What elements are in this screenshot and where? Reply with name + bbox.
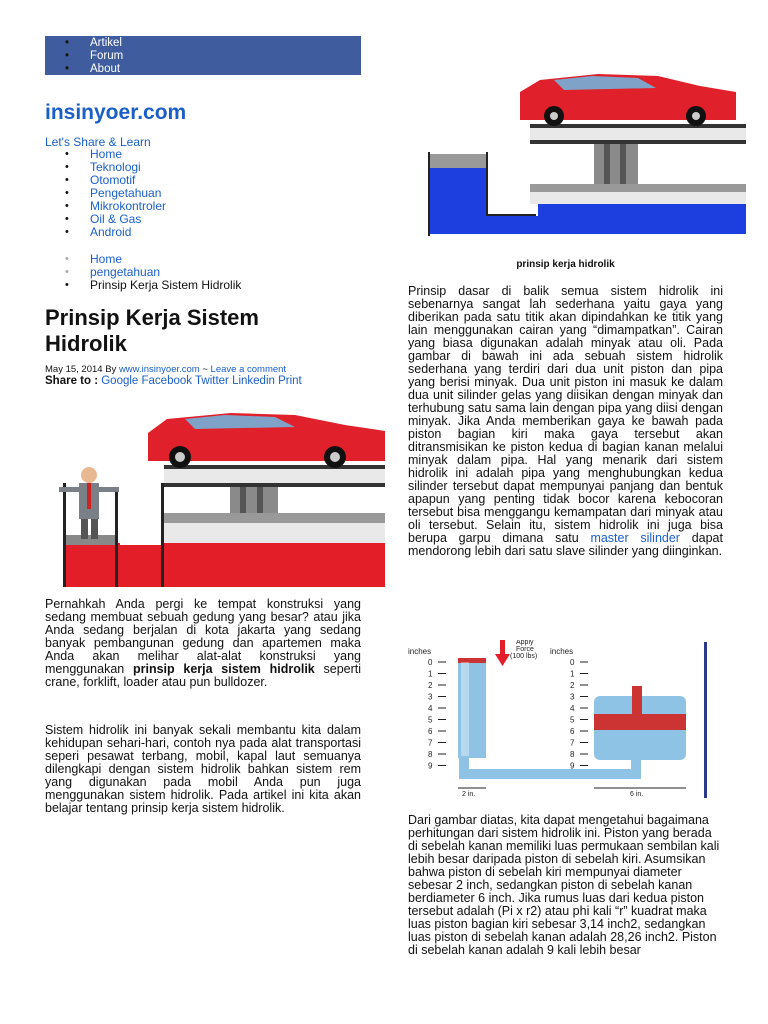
- author-link[interactable]: www.insinyoer.com: [118, 364, 200, 375]
- category-item-android[interactable]: • Android: [45, 226, 166, 239]
- scale-tick-label: 8: [570, 750, 575, 759]
- force-label-2: Force: [516, 646, 534, 653]
- category-item-oil-gas[interactable]: • Oil & Gas: [45, 213, 166, 226]
- breadcrumb-category[interactable]: • pengetahuan: [45, 266, 241, 279]
- share-links[interactable]: Google Facebook Twitter Linkedin Print: [101, 375, 302, 387]
- scale-tick-label: 9: [428, 761, 433, 771]
- share-bar: [45, 375, 302, 387]
- scale-tick-label: 4: [428, 704, 433, 713]
- breadcrumb: [45, 253, 241, 292]
- post-date: May 15, 2014 By: [45, 364, 119, 375]
- scale-tick-label: 0: [570, 658, 575, 667]
- category-nav: [45, 148, 166, 239]
- article-paragraph-4: Dari gambar diatas, kita dapat mengetahui bagaimana perhitungan dari sistem hidrolik ini. Piston yang berada di sebelah kanan memiliki luas permukaan sembilan kali lebih besar daripada piston di sebelah kiri. Asumsikan bahwa piston di sebelah kiri mempunyai diameter sebesar 2 inch, sedangkan piston di sebelah kanan berdiameter 6 inch. Jika rumus luas dari kedua piston tersebut adalah (Pi x r2) atau phi kali “r” kuadrat maka luas piston bagian kiri sebesar 3,14 inch2, sedangkan luas piston di sebelah kanan adalah 28,26 inch2. Piston di sebelah kanan adalah 9 kali lebih besar: [408, 813, 720, 957]
- hydraulic-principle-illustration: [428, 70, 746, 238]
- scale-tick-label: 5: [570, 715, 575, 725]
- scale-tick-label: 2: [428, 681, 433, 690]
- right-scale: [570, 658, 588, 771]
- top-nav-item-artikel[interactable]: • Artikel: [45, 37, 361, 50]
- site-title[interactable]: insinyoer.com: [45, 101, 187, 124]
- site-tagline: Let's Share & Learn: [45, 135, 151, 149]
- scale-tick-label: 1: [570, 669, 575, 679]
- scale-tick-label: 8: [428, 750, 433, 759]
- scale-tick-label: 2: [570, 681, 575, 690]
- share-label: Share to :: [45, 375, 102, 387]
- category-item-mikrokontroler[interactable]: • Mikrokontroler: [45, 200, 166, 213]
- scale-tick-label: 9: [570, 761, 575, 771]
- scale-tick-label: 4: [570, 704, 575, 713]
- meta-separator: ~: [199, 364, 211, 375]
- scale-tick-label: 7: [570, 738, 575, 748]
- master-silinder-link[interactable]: master silinder: [590, 531, 680, 545]
- figure-caption: prinsip kerja hidrolik: [516, 259, 615, 270]
- category-item-home[interactable]: • Home: [45, 148, 166, 161]
- scale-tick-label: 1: [428, 669, 433, 679]
- article-paragraph-2: Sistem hidrolik ini banyak sekali membantu kita dalam kehidupan sehari-hari, contoh nya pada alat transportasi seperi pesawat terbang, mobil, kapal laut semuanya dilengkapi dengan sistem hidrolik bahkan sistem rem yang digunakan pada mobil Anda pun juga menggunakan sistem hidrolik. Pada artikel ini kita akan belajar tentang prinsip kerja sistem hidrolik.: [45, 723, 361, 815]
- right-unit-label: inches: [550, 647, 574, 656]
- scale-tick-label: 7: [428, 738, 433, 748]
- scale-tick-label: 0: [428, 658, 433, 667]
- force-label-1: Apply: [516, 640, 534, 646]
- scale-tick-label: 3: [428, 692, 433, 702]
- breadcrumb-current: • Prinsip Kerja Sistem Hidrolik: [45, 279, 241, 292]
- leave-comment-link[interactable]: Leave a comment: [210, 364, 287, 375]
- category-item-pengetahuan[interactable]: • Pengetahuan: [45, 187, 166, 200]
- left-unit-label: inches: [408, 647, 432, 656]
- force-label-3: (100 lbs): [510, 653, 538, 660]
- scale-tick-label: 6: [570, 727, 575, 736]
- top-nav: [45, 36, 361, 75]
- article-paragraph-3: Prinsip dasar di balik semua sistem hidrolik ini sebenarnya sangat lah sederhana yaitu gaya yang diberikan pada satu titik akan dipindahkan ke titik yang lain menggunakan cairan yang “dimampatkan”. Cairan yang biasa digunakan adalah minyak atau oli. Pada gambar di bawah ini ada sebuah sistem hidrolik sederhana yang terdiri dari dua unit piston dan pipa yang berisi minyak. Dua unit piston ini masuk ke dalam dua unit silinder gelas yang diisikan dengan minyak dan terhubung satu sama lain dengan pipa yang diisi dengan minyak. Jika Anda memberikan gaya ke bawah pada piston bagian kiri maka gaya tersebut akan ditransmisikan ke piston kedua di bagian kanan melalui minyak dalam pipa. Hal yang menarik dari sistem hidrolik ini adalah pipa yang menghubungkan kedua silinder tersebut dapat mempunyai panjang dan bentuk apapun yang penting tidak bocor karena kebocoran tersebut bisa menggangu kemampatan dari minyak atau oli tersebut. Selain itu, sistem hidrolik ini juga bisa berupa garpu dimana satu master silinder dapat mendorong lebih dari satu slave silinder yang diinginkan.: [408, 284, 723, 558]
- left-scale: [428, 658, 446, 771]
- category-item-otomotif[interactable]: • Otomotif: [45, 174, 166, 187]
- left-diameter-label: 2 in.: [462, 791, 476, 798]
- hydraulic-lift-illustration: [45, 405, 385, 589]
- breadcrumb-home[interactable]: • Home: [45, 253, 241, 266]
- top-nav-item-about[interactable]: • About: [45, 63, 361, 76]
- scale-tick-label: 6: [428, 727, 433, 736]
- hydraulic-cylinders-diagram: [406, 640, 710, 800]
- top-nav-item-forum[interactable]: • Forum: [45, 50, 361, 63]
- category-item-teknologi[interactable]: • Teknologi: [45, 161, 166, 174]
- article-paragraph-1: Pernahkah Anda pergi ke tempat konstruksi yang sedang membuat sebuah gedung yang besar? atau jika Anda sedang berjalan di kota jakarta yang sedang banyak pembangunan gedung dan apartemen maka Anda akan melihar alat-alat konstruksi yang menggunakan prinsip kerja sistem hidrolik seperti crane, forklift, loader atau pun bulldozer.: [45, 597, 362, 689]
- post-meta: [45, 364, 286, 375]
- page-title: Prinsip Kerja Sistem Hidrolik: [45, 305, 259, 356]
- right-diameter-label: 6 in.: [630, 791, 644, 798]
- scale-tick-label: 3: [570, 692, 575, 702]
- scale-tick-label: 5: [428, 715, 433, 725]
- bold-phrase: prinsip kerja sistem hidrolik: [132, 662, 315, 676]
